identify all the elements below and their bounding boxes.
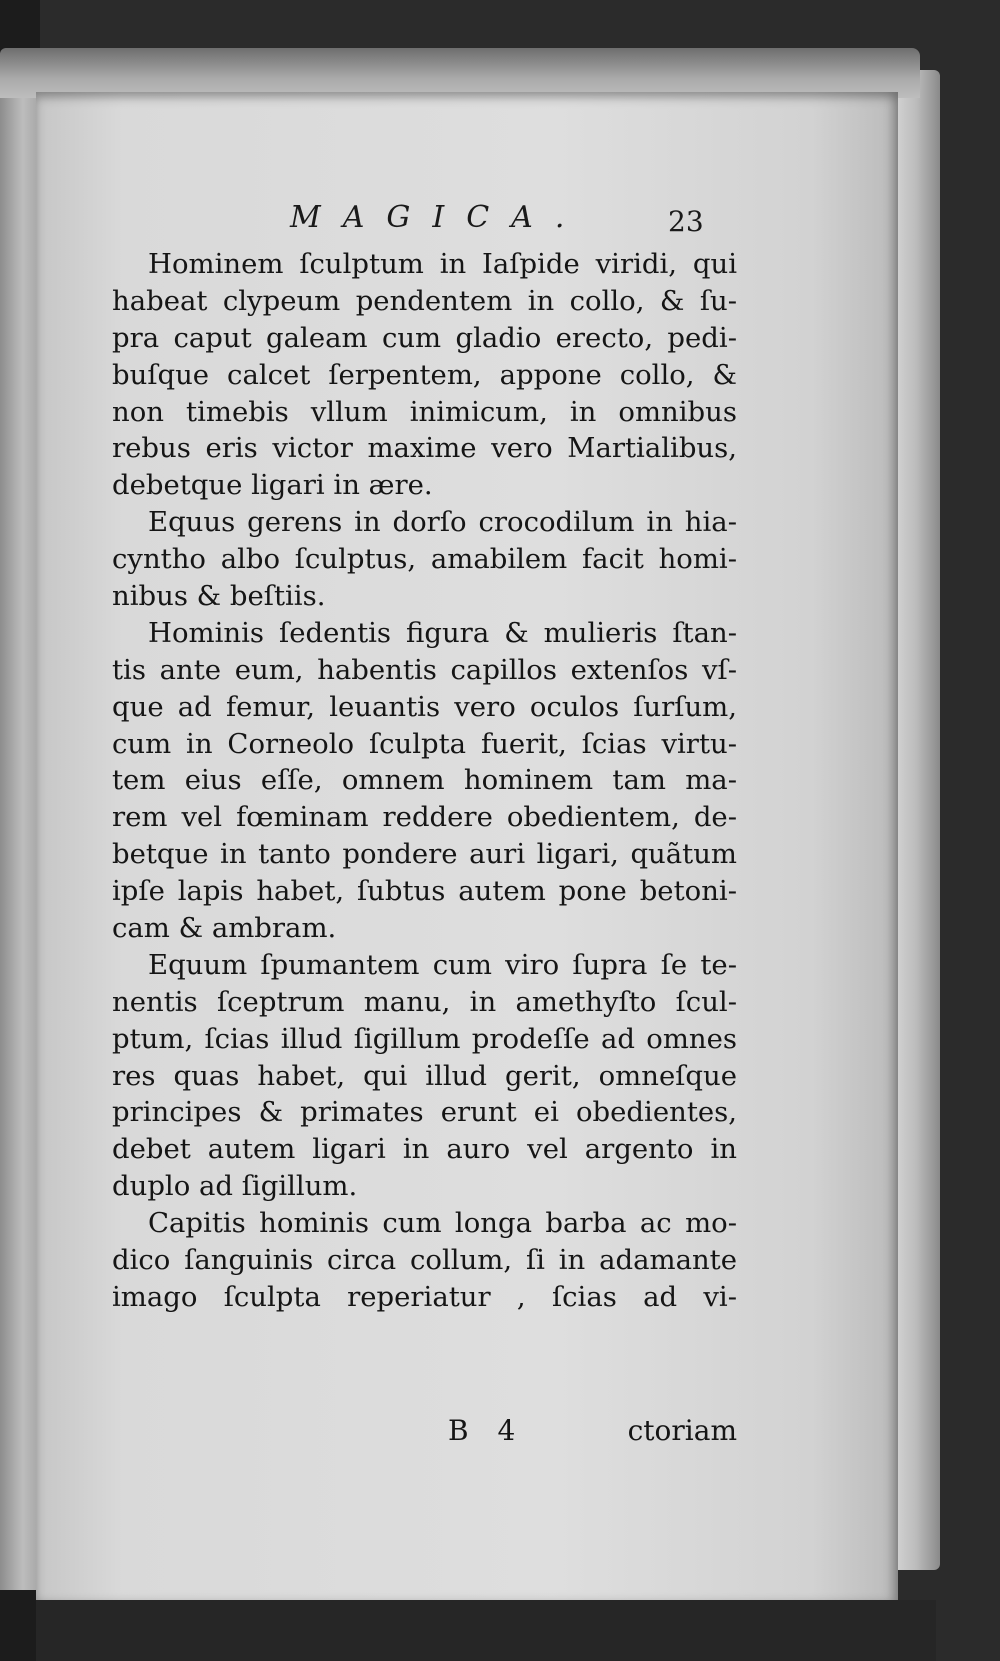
page-number: 23 (668, 205, 704, 238)
text-line: cum in Corneolo ſculpta fuerit, ſcias virtu- (112, 727, 737, 760)
text-line: dico ſanguinis circa collum, ſi in adamante (112, 1244, 737, 1277)
text-line: tem eius eſſe, omnem hominem tam ma- (112, 764, 737, 797)
text-line: duplo ad ſigillum. (112, 1170, 358, 1203)
text-line: rebus eris victor maxime vero Martialibus, (112, 432, 737, 465)
text-line: Hominem ſculptum in Iaſpide viridi, qui (148, 248, 737, 280)
text-line: Hominis ſedentis figura & mulieris ſtan- (148, 616, 737, 649)
text-line: nibus & beſtiis. (112, 580, 326, 613)
text-line: principes & primates erunt ei obedientes, (112, 1096, 737, 1129)
text-line: que ad femur, leuantis vero oculos ſurſum, (112, 690, 737, 723)
table-surface (36, 1600, 936, 1661)
text-line: non timebis vllum inimicum, in omnibus (112, 395, 737, 428)
text-line: debet autem ligari in auro vel argento in (112, 1133, 737, 1166)
text-line: tis ante eum, habentis capillos extenſos vſ- (112, 653, 737, 686)
text-line: Equus gerens in dorſo crocodilum in hia- (148, 506, 737, 539)
running-head: MAGICA. (290, 200, 587, 235)
text-line: nentis ſceptrum manu, in amethyſto ſcul- (112, 985, 737, 1018)
text-line: ptum, ſcias illud ſigillum prodeſſe ad omnes (112, 1022, 737, 1055)
text-line: ipſe lapis habet, ſubtus autem pone betoni- (112, 875, 737, 908)
text-line: imago ſculpta reperiatur , ſcias ad vi- (112, 1280, 737, 1313)
text-line: betque in tanto pondere auri ligari, quãtum (112, 838, 737, 871)
page-footer (112, 1414, 737, 1454)
text-line: pra caput galeam cum gladio erecto, pedi- (112, 321, 737, 354)
text-line: Capitis hominis cum longa barba ac mo- (148, 1207, 737, 1240)
text-line: rem vel fœminam reddere obedientem, de- (112, 801, 737, 834)
text-line: debetque ligari in ære. (112, 469, 433, 502)
text-line: cyntho albo ſculptus, amabilem facit homi- (112, 543, 737, 576)
catchword: ctoriam (627, 1414, 737, 1447)
book-top-edge (0, 48, 920, 98)
text-line: buſque calcet ſerpentem, appone collo, & (112, 358, 737, 391)
facing-page-edge (0, 80, 38, 1590)
body-text (112, 246, 737, 1316)
text-line: res quas habet, qui illud gerit, omneſque (112, 1059, 737, 1092)
text-line: habeat clypeum pendentem in collo, & ſu- (112, 284, 737, 317)
text-line: cam & ambram. (112, 912, 337, 945)
signature-mark: B 4 (448, 1414, 526, 1447)
text-line: Equum ſpumantem cum viro ſupra ſe te- (148, 948, 737, 981)
